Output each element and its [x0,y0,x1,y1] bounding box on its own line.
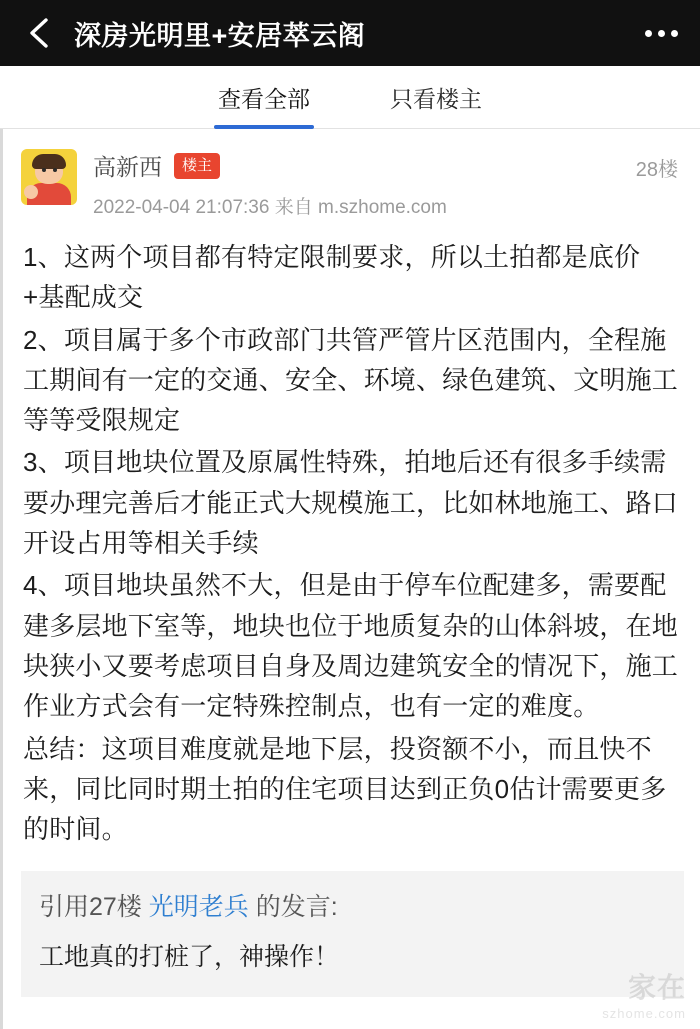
post-content [0,129,700,1029]
quoted-post [21,871,684,997]
poster-meta [93,149,678,219]
avatar[interactable] [21,149,77,205]
quote-user-link[interactable]: 光明老兵 [148,893,249,922]
post-source: m.szhome.com [318,197,447,218]
chevron-left-icon[interactable] [22,16,56,50]
post-paragraph: 2、项目属于多个市政部门共管严管片区范围内，全程施工期间有一定的交通、安全、环境、绿色建筑、文明施工等等受限规定 [23,324,679,436]
post-paragraph: 4、项目地块虽然不大，但是由于停车位配建多，需要配建多层地下室等，地块也位于地质复杂的山体斜坡，在地块狭小又要考虑项目自身及周边建筑安全的情况下，施工作业方式会有一定特殊控制点，也有一定的难度。 [23,570,679,722]
tab-view-all[interactable]: 查看全部 [214,66,314,129]
top-bar [0,0,700,66]
post-body [3,219,700,849]
poster-identity-row [93,149,678,182]
tab-bar [0,66,700,129]
more-dot [658,30,665,37]
post-header [3,129,700,219]
watermark-sub: szhome.com [602,1006,686,1021]
floor-number: 28楼 [635,159,678,181]
poster-name[interactable]: 高新西 [93,154,162,180]
quote-suffix: 的发言: [255,893,338,922]
post-timestamp: 2022-04-04 21:07:36 [93,197,270,218]
quote-text: 工地真的打桩了，神操作！ [39,943,340,972]
quote-header [39,887,666,927]
post-source-prefix: 来自 [274,197,313,218]
avatar-eye-right [53,168,57,172]
avatar-hand [24,185,38,199]
more-dot [671,30,678,37]
post-paragraph: 3、项目地块位置及原属性特殊，拍地后还有很多手续需要办理完善后才能正式大规模施工，比如林地施工、路口开设占用等相关手续 [23,447,679,559]
tab-owner-only[interactable]: 只看楼主 [390,85,482,112]
status-badge: 楼主 [174,153,220,179]
post-paragraph: 1、这两个项目都有特定限制要求，所以土拍都是底价+基配成交 [23,242,641,313]
more-dot [645,30,652,37]
post-paragraph: 总结：这项目难度就是地下层，投资额不小，而且快不来，同比同时期土拍的住宅项目达到正负0估计需要更多的时间。 [23,733,667,845]
avatar-hair [32,154,66,169]
watermark-main: 家在 [627,972,686,1003]
avatar-eye-left [42,168,46,172]
quote-prefix: 引用27楼 [39,893,142,922]
page-title: 深房光明里+安居萃云阁 [74,20,366,51]
post-timestamp-row [93,192,678,219]
more-horizontal-icon[interactable] [632,16,678,50]
